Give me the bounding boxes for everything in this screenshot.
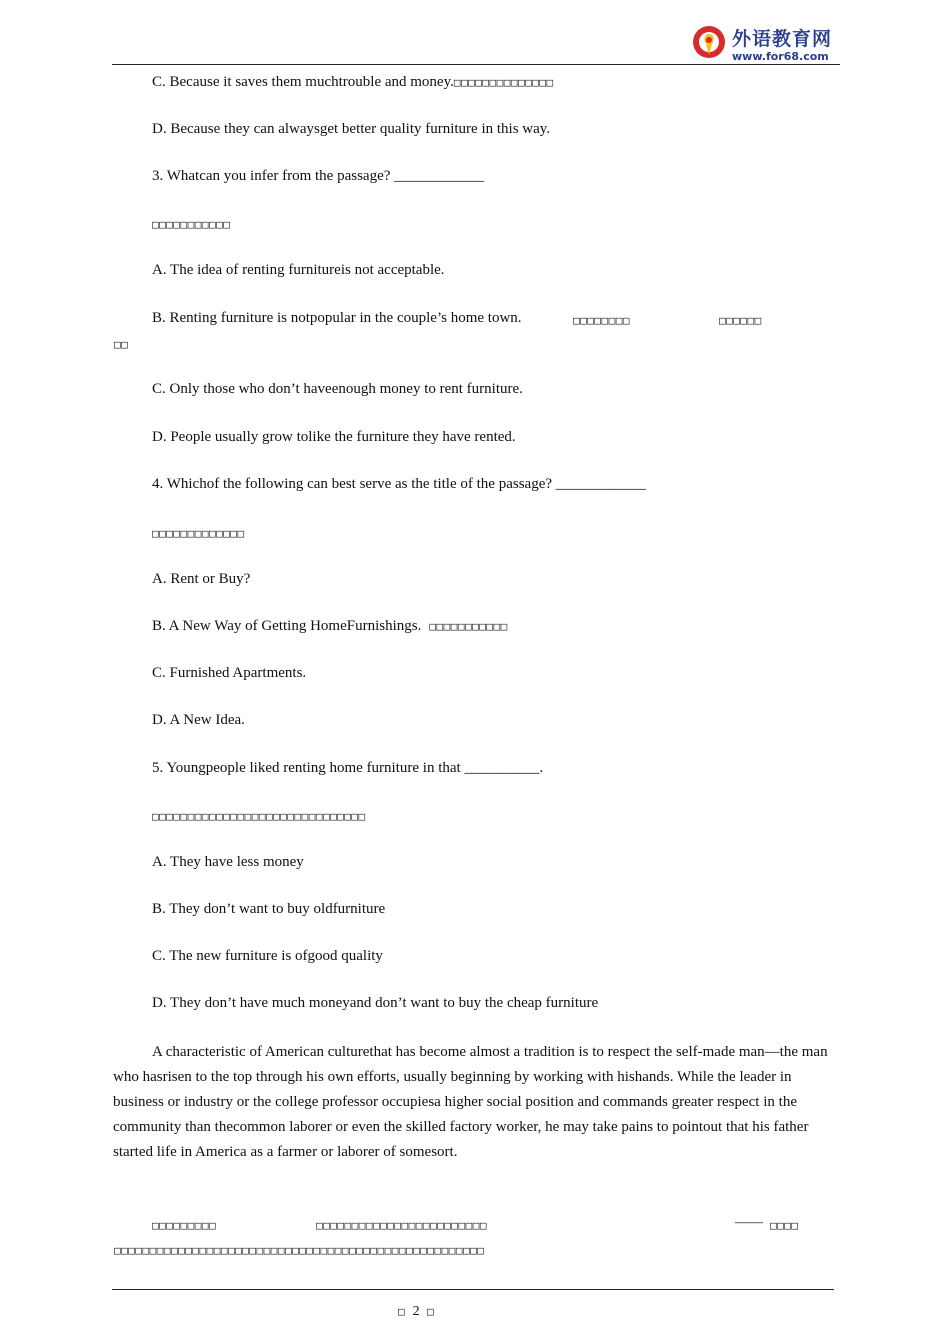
question-4: 4. Whichof the following can best serve as the title of the passage? ____________ xyxy=(152,476,646,492)
logo-pin-icon xyxy=(692,25,726,63)
footer-rule xyxy=(112,1289,834,1290)
q2-option-c: C. Because it saves them muchtrouble and money.□□□□□□□□□□□□□□ xyxy=(152,74,554,90)
translation-dash: —— xyxy=(735,1215,763,1230)
translation-part-3: □□□□ xyxy=(770,1219,799,1232)
q4-option-a: A. Rent or Buy? xyxy=(152,571,251,587)
page-number: □ 2 □ xyxy=(398,1304,435,1319)
q5-option-d: D. They don’t have much moneyand don’t want to buy the cheap furniture xyxy=(152,995,599,1011)
q5-option-a: A. They have less money xyxy=(152,854,304,870)
logo-url: www.for68.com xyxy=(732,50,829,63)
q3-option-c: C. Only those who don’t haveenough money to rent furniture. xyxy=(152,381,523,397)
q4-option-d: D. A New Idea. xyxy=(152,712,245,728)
question-3-translation: □□□□□□□□□□□ xyxy=(152,218,231,231)
site-logo[interactable] xyxy=(692,24,842,66)
question-4-translation: □□□□□□□□□□□□□ xyxy=(152,527,245,540)
translation-part-2: □□□□□□□□□□□□□□□□□□□□□□□□ xyxy=(316,1219,487,1232)
question-5: 5. Youngpeople liked renting home furniture in that __________. xyxy=(152,760,544,776)
translation-line-2: □□□□□□□□□□□□□□□□□□□□□□□□□□□□□□□□□□□□□□□□□□□□□□□□□□□□ xyxy=(114,1244,485,1257)
q4-option-c: C. Furnished Apartments. xyxy=(152,665,307,681)
q2-option-d: D. Because they can alwaysget better quality furniture in this way. xyxy=(152,121,551,137)
q5-option-c: C. The new furniture is ofgood quality xyxy=(152,948,383,964)
passage-paragraph: A characteristic of American culturethat has become almost a tradition is to respect the self-made man—the man who hasrisen to the top through his own efforts, usually beginning by working with hishands. While the leader in business or industry or the college professor occupiesa higher social position and commands greater respect in the community than thecommon laborer or even the skilled factory worker, he may take pains to pointout that his father started life in America as a farmer or laborer of somesort. xyxy=(113,1044,828,1160)
q3-option-b-translation-3: □□ xyxy=(114,338,129,351)
q3-option-d: D. People usually grow tolike the furniture they have rented. xyxy=(152,429,516,445)
q3-option-b-translation-1: □□□□□□□□ xyxy=(573,314,630,327)
q5-option-b: B. They don’t want to buy oldfurniture xyxy=(152,901,386,917)
translation-part-1: □□□□□□□□□ xyxy=(152,1219,217,1232)
q4-option-b: B. A New Way of Getting HomeFurnishings. □□□□□□□□□□□ xyxy=(152,618,508,634)
q3-option-b: B. Renting furniture is notpopular in the couple’s home town. xyxy=(152,310,522,326)
question-5-translation: □□□□□□□□□□□□□□□□□□□□□□□□□□□□□□ xyxy=(152,810,366,823)
q3-option-a: A. The idea of renting furnitureis not acceptable. xyxy=(152,262,445,278)
logo-text: 外语教育网 xyxy=(732,28,833,50)
q3-option-b-translation-2: □□□□□□ xyxy=(719,314,762,327)
question-3: 3. Whatcan you infer from the passage? ____________ xyxy=(152,168,485,184)
